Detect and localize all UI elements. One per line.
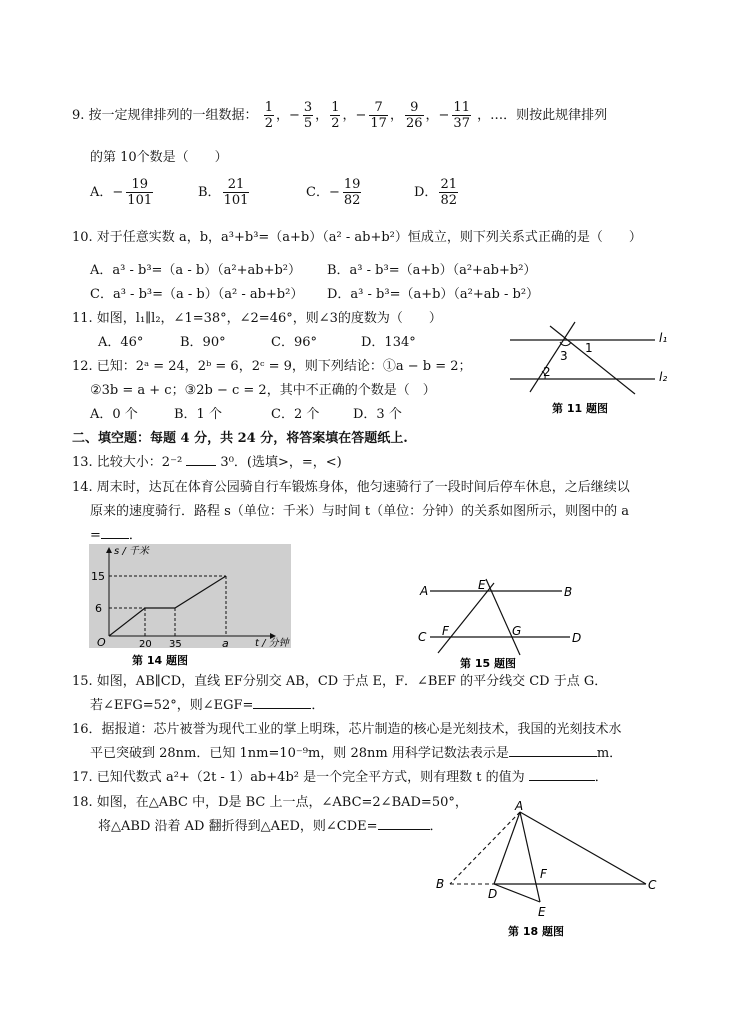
denominator: 37 bbox=[453, 116, 470, 131]
denominator: 82 bbox=[343, 193, 361, 208]
q17-post: ． bbox=[594, 770, 608, 785]
q9-option-c bbox=[306, 175, 414, 211]
q13-pre: 13. 比较大小：2⁻² bbox=[72, 455, 187, 470]
q16-pre: 平已突破到 28nm．已知 1nm=10⁻⁹m，则 28nm 用科学记数法表示是 bbox=[90, 746, 509, 761]
q12-option-d: D．3 个 bbox=[353, 407, 402, 422]
comma: ， bbox=[315, 108, 329, 123]
q18-pre: 将△ABD 沿着 AD 翻折得到△AED，则∠CDE= bbox=[98, 819, 378, 834]
label-l2: l₂ bbox=[659, 370, 668, 384]
side-ac bbox=[520, 812, 646, 884]
q15-post: ． bbox=[311, 698, 325, 713]
q11-option-a: A．46° bbox=[98, 335, 144, 350]
q11-option-c: C．96° bbox=[271, 335, 317, 350]
fraction bbox=[288, 100, 315, 131]
fraction-body bbox=[405, 100, 424, 131]
q16-line2 bbox=[90, 742, 622, 761]
q15-figure bbox=[410, 575, 600, 670]
q10-option-d: D．a³ - b³=（a+b）（a²+ab - b²） bbox=[327, 287, 540, 302]
fraction-body bbox=[369, 100, 388, 131]
denominator: 82 bbox=[440, 193, 457, 208]
x-axis-label: t / 分钟 bbox=[255, 638, 289, 649]
tick-a: a bbox=[222, 637, 229, 650]
label-c: C bbox=[648, 878, 657, 892]
comma: ， bbox=[275, 108, 289, 123]
comma: ， bbox=[342, 108, 356, 123]
label-d: D bbox=[488, 887, 498, 901]
q18-line2 bbox=[98, 815, 443, 834]
fraction bbox=[262, 100, 276, 131]
label-a: A bbox=[515, 799, 524, 813]
origin-label: O bbox=[97, 636, 106, 649]
q18-post: ． bbox=[429, 819, 443, 834]
label-f: F bbox=[442, 624, 449, 638]
q14-period: ． bbox=[128, 528, 142, 543]
q9-prefix: 9. 按一定规律排列的一组数据： bbox=[72, 108, 258, 123]
q17-blank bbox=[529, 768, 595, 781]
minus-sign: − bbox=[288, 108, 300, 123]
q10-option-c: C．a³ - b³=（a - b）（a² - ab+b²） bbox=[90, 287, 304, 302]
minus-sign: − bbox=[355, 108, 367, 123]
label-b: B bbox=[436, 877, 445, 891]
label-angle-2: 2 bbox=[543, 365, 551, 379]
fraction bbox=[112, 177, 155, 208]
q16-line1: 16．据报道：芯片被誉为现代工业的掌上明珠，芯片制造的核心是光刻技术，我国的光刻技术水 bbox=[72, 722, 622, 737]
q16-blank bbox=[509, 744, 597, 757]
q15-line2 bbox=[90, 694, 324, 713]
segment-ae bbox=[520, 812, 540, 902]
q14-caption: 第 14 题图 bbox=[132, 654, 188, 667]
label-g: G bbox=[512, 624, 522, 638]
q18-figure bbox=[430, 800, 670, 940]
denominator: 5 bbox=[303, 116, 313, 131]
q14-blank bbox=[101, 526, 129, 539]
fraction bbox=[328, 100, 342, 131]
numerator: 1 bbox=[331, 100, 340, 115]
label-b: B bbox=[564, 585, 573, 599]
fraction bbox=[221, 177, 252, 208]
denominator: 101 bbox=[223, 193, 249, 208]
q17-pre: 17. 已知代数式 a²+（2t - 1）ab+4b² 是一个完全平方式，则有理数 t 的值为 bbox=[72, 770, 529, 785]
fraction bbox=[403, 100, 426, 131]
chart-background bbox=[89, 544, 291, 648]
comma: ， bbox=[389, 108, 403, 123]
q12-line2: ②3b = a + c；③2b − c = 2，其中不正确的个数是（ ） bbox=[90, 383, 436, 398]
numerator: 9 bbox=[405, 100, 424, 116]
q15-caption: 第 15 题图 bbox=[460, 657, 516, 670]
q10-option-a: A．a³ - b³=（a - b）（a²+ab+b²） bbox=[90, 263, 302, 278]
transversal-1 bbox=[530, 322, 575, 392]
q9-options bbox=[90, 175, 522, 211]
minus-sign: − bbox=[438, 108, 450, 123]
denominator: 101 bbox=[127, 193, 153, 208]
tick-35: 35 bbox=[169, 639, 182, 650]
segment-ad bbox=[494, 812, 520, 884]
q17 bbox=[72, 766, 608, 785]
denominator: 2 bbox=[264, 116, 273, 131]
q18-blank bbox=[378, 817, 430, 830]
option-label: C． bbox=[306, 185, 329, 200]
fraction-body bbox=[452, 100, 471, 131]
q14-eq: = bbox=[90, 528, 101, 543]
numerator: 11 bbox=[453, 100, 470, 115]
q12-option-a: A．0 个 bbox=[90, 407, 138, 422]
q15-pre: 若∠EFG=52°，则∠EGF= bbox=[90, 698, 254, 713]
label-angle-3: 3 bbox=[560, 349, 568, 363]
q12-line1: 12. 已知：2ᵃ = 24，2ᵇ = 6，2ᶜ = 9，则下列结论：①a − b = 2； bbox=[72, 359, 472, 374]
tick-20: 20 bbox=[139, 639, 152, 650]
numerator: 19 bbox=[126, 177, 153, 193]
q9-line1 bbox=[72, 98, 607, 134]
y-axis-label: s / 千米 bbox=[114, 546, 149, 557]
q13-blank bbox=[186, 453, 216, 466]
comma: ， bbox=[425, 108, 439, 123]
fraction-body bbox=[223, 177, 250, 208]
q13-mid: 3⁰．(选填>，=，<) bbox=[216, 455, 342, 470]
minus-sign: − bbox=[112, 185, 124, 200]
q9-option-d bbox=[414, 175, 522, 211]
q12-option-b: B．1 个 bbox=[174, 407, 222, 422]
denominator: 2 bbox=[331, 116, 340, 131]
section-2-heading: 二、填空题：每题 4 分，共 24 分，将答案填在答题纸上. bbox=[72, 431, 408, 446]
q11-option-b: B．90° bbox=[180, 335, 226, 350]
q16-post: m． bbox=[596, 746, 623, 761]
numerator: 1 bbox=[264, 100, 273, 115]
label-c: C bbox=[418, 630, 427, 644]
numerator: 3 bbox=[303, 100, 313, 115]
q14-chart bbox=[89, 544, 291, 669]
fraction bbox=[437, 177, 460, 208]
fraction-body bbox=[439, 177, 458, 208]
fraction-body bbox=[264, 100, 274, 131]
segment-de bbox=[494, 884, 540, 902]
fraction-body bbox=[126, 177, 153, 208]
q13 bbox=[72, 451, 342, 470]
q11-option-d: D．134° bbox=[361, 335, 416, 350]
q15-line1: 15. 如图，AB∥CD，直线 EF分别交 AB，CD 于点 E，F．∠BEF 的平分线交 CD 于点 G． bbox=[72, 674, 608, 689]
numerator: 21 bbox=[440, 177, 457, 192]
q14-line1: 14. 周末时，达瓦在体育公园骑自行车锻炼身体，他匀速骑行了一段时间后停车休息，之后继续以 bbox=[72, 480, 630, 495]
denominator: 17 bbox=[370, 116, 387, 131]
q14-line3 bbox=[90, 524, 142, 543]
q15-blank bbox=[253, 696, 311, 709]
q9-suffix: ，…．则按此规律排列 bbox=[477, 108, 608, 123]
q9-option-b bbox=[198, 175, 306, 211]
q12-option-c: C．2 个 bbox=[271, 407, 320, 422]
q10-stem: 10. 对于任意实数 a，b，a³+b³=（a+b）（a² - ab+b²）恒成立，则下列关系式正确的是（ ） bbox=[72, 230, 642, 245]
numerator: 19 bbox=[343, 177, 361, 192]
fraction bbox=[328, 177, 363, 208]
q18-caption: 第 18 题图 bbox=[508, 925, 564, 938]
line-ef bbox=[438, 583, 494, 653]
side-ab bbox=[450, 812, 520, 884]
label-f: F bbox=[540, 867, 547, 881]
q9-sequence bbox=[262, 100, 473, 131]
option-label: D． bbox=[414, 185, 438, 200]
fraction bbox=[355, 100, 389, 131]
q11-caption: 第 11 题图 bbox=[552, 402, 608, 415]
denominator: 26 bbox=[405, 116, 423, 131]
numerator: 21 bbox=[223, 177, 250, 193]
minus-sign: − bbox=[328, 185, 340, 200]
label-a: A bbox=[420, 584, 429, 598]
option-label: A． bbox=[90, 185, 113, 200]
tick-15: 15 bbox=[91, 570, 105, 583]
fraction-body bbox=[330, 100, 340, 131]
q11-stem: 11. 如图，l₁∥l₂，∠1=38°，∠2=46°，则∠3的度数为（ ） bbox=[72, 311, 442, 326]
q10-option-b: B．a³ - b³=（a+b）（a²+ab+b²） bbox=[327, 263, 537, 278]
q14-line2: 原来的速度骑行．路程 s（单位：千米）与时间 t（单位：分钟）的关系如图所示，则图中的 a bbox=[90, 504, 630, 519]
option-label: B． bbox=[198, 185, 221, 200]
numerator: 7 bbox=[369, 100, 388, 116]
label-d: D bbox=[572, 631, 582, 645]
label-e: E bbox=[478, 578, 486, 592]
label-e: E bbox=[538, 905, 546, 919]
q18-line1: 18. 如图，在△ABC 中，D是 BC 上一点，∠ABC=2∠BAD=50°， bbox=[72, 795, 468, 810]
fraction-body bbox=[343, 177, 362, 208]
label-angle-1: 1 bbox=[585, 341, 593, 355]
tick-6: 6 bbox=[95, 602, 102, 615]
q9-option-a bbox=[90, 175, 198, 211]
fraction bbox=[438, 100, 473, 131]
q9-line2: 的第 10个数是（ ） bbox=[90, 150, 228, 165]
q11-figure bbox=[505, 320, 685, 425]
fraction-body bbox=[303, 100, 313, 131]
label-l1: l₁ bbox=[659, 331, 668, 345]
